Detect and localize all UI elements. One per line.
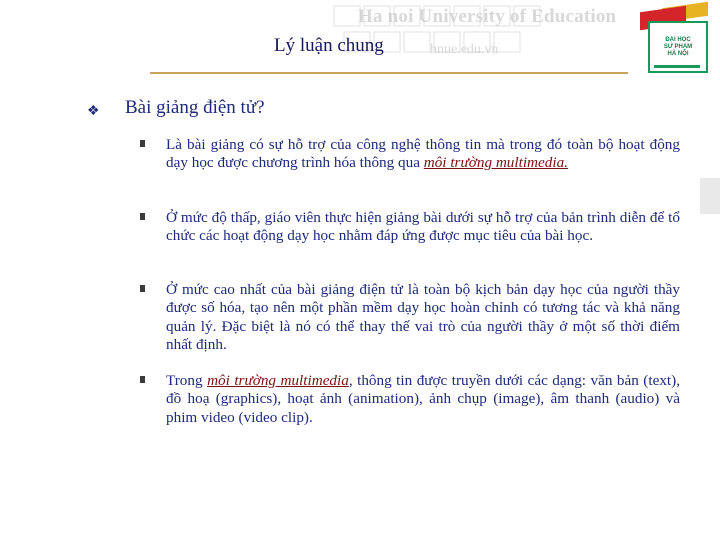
university-logo [640,5,710,71]
watermark-university-name: Ha noi University of Education [358,6,617,27]
section-heading: Bài giảng điện tử? [125,97,265,118]
title-divider [150,72,628,74]
page-title: Lý luận chung [274,35,384,56]
diamond-bullet-icon: ❖ [87,104,100,119]
side-decoration [700,178,720,214]
list-item-text: Là bài giảng có sự hỗ trợ của công nghệ thông tin mà trong đó toàn bộ hoạt động dạy học được chương trình hóa thông qua môi trường multimedia. [166,136,680,172]
list-item-text: Ở mức cao nhất của bài giảng điện tử là toàn bộ kịch bản dạy học của người thầy được số hóa, tạo nên một phần mềm dạy học hoàn chỉnh có tương tác và khả năng quản lý. Đặc biệt là nó có thể thay thế vai trò của người thầy ở một số thời điểm nhất định. [166,281,680,353]
square-bullet-icon [140,213,145,220]
logo-text: ĐẠI HỌC SƯ PHẠM HÀ NỘI [663,37,693,57]
square-bullet-icon [140,376,145,383]
square-bullet-icon [140,140,145,147]
logo-underline [654,65,700,68]
list-item-text: Ở mức độ thấp, giáo viên thực hiện giảng bài dưới sự hỗ trợ của bản trình diễn để tổ chức các hoạt động dạy học nhằm đáp ứng được mục tiêu của bài học. [166,209,680,245]
highlight-term: môi trường multimedia [207,372,349,389]
highlight-term: môi trường multimedia. [423,154,568,172]
square-bullet-icon [140,285,145,292]
list-item-text: Trong môi trường multimedia, thông tin được truyền dưới các dạng: văn bản (text), đồ hoạ (graphics), hoạt ảnh (animation), ảnh chụp (image), âm thanh (audio) và phim video (video clip). [166,372,680,426]
watermark-website: hnue.edu.vn [430,42,499,57]
